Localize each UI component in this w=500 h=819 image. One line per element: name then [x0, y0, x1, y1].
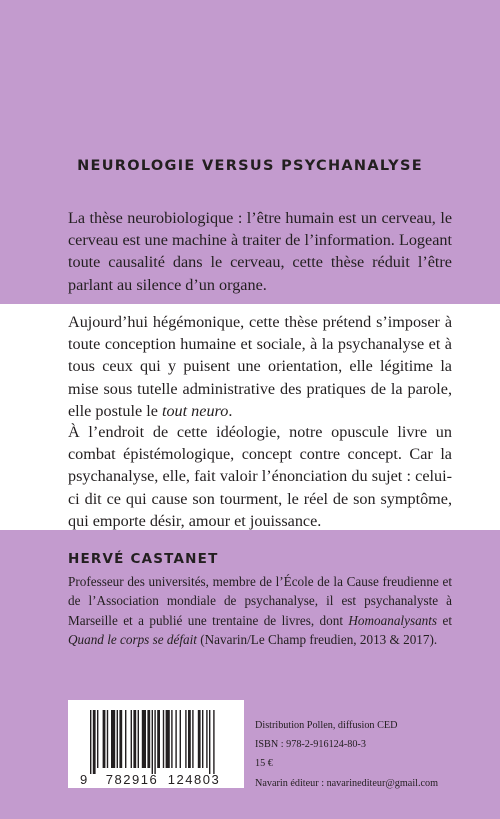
thesis-paragraph-text: Aujourd’hui hégémonique, cette thèse prétend s’imposer à toute conception humaine et sociale, à la psychanalyse et à tous ceux qui y puisent une orientation, elle légitime la mise sous tutelle administrative des pratiques de la parole, elle postule le: [68, 313, 452, 420]
barcode-bar: [93, 710, 96, 774]
barcode-bar: [157, 710, 160, 768]
barcode-bar: [185, 710, 186, 768]
barcode-bar: [111, 710, 115, 768]
barcode: [68, 700, 244, 788]
barcode-bar: [90, 710, 91, 774]
distribution-line: Distribution Pollen, diffusion CED: [255, 720, 398, 731]
barcode-bar: [166, 710, 170, 768]
author-name: HERVÉ CASTANET: [68, 551, 219, 567]
barcode-bar: [154, 710, 155, 774]
book-title: NEUROLOGIE VERSUS PSYCHANALYSE: [77, 158, 423, 174]
barcode-bar: [163, 710, 164, 768]
bio-end: (Navarin/Le Champ freudien, 2013 & 2017).: [196, 631, 438, 647]
barcode-group-1: 782916: [105, 772, 159, 787]
barcode-bar: [209, 710, 210, 774]
barcode-bar: [192, 710, 193, 768]
publisher-line: Navarin éditeur : navarinediteur@gmail.com: [255, 777, 439, 789]
barcode-bar: [147, 710, 150, 768]
bio-italic-title-2: Quand le corps se défait: [68, 631, 197, 647]
distribution-info: [255, 716, 438, 793]
author-bio: [68, 572, 452, 649]
barcode-first-digit: 9: [80, 772, 88, 787]
barcode-bar: [198, 710, 201, 768]
barcode-group-2: 124803: [167, 772, 221, 787]
thesis-paragraph: [68, 311, 452, 422]
thesis-paragraph-italic: tout neuro: [161, 401, 229, 420]
isbn-line: ISBN : 978-2-916124-80-3: [255, 739, 366, 751]
barcode-bar: [103, 710, 106, 768]
barcode-bar: [119, 710, 122, 768]
barcode-bar: [152, 710, 153, 774]
argument-paragraph: À l’endroit de cette idéologie, notre opuscule livre un combat épistémologique, concept contre concept. Car la psychanalyse, elle, fait valoir l’énonciation du sujet : celui-ci dit ce qui cause son tourment, le réel de son symptôme, qui emporte désir, amour et jouissance.: [68, 423, 452, 530]
barcode-bar: [202, 710, 203, 768]
thesis-paragraph-end: .: [228, 401, 233, 420]
barcode-bar: [133, 710, 136, 768]
barcode-bar: [171, 710, 172, 768]
barcode-bar: [131, 710, 132, 768]
barcode-bar: [142, 710, 146, 768]
bio-italic-title-1: Homoanalysants: [348, 612, 438, 628]
bio-text: Professeur des universités, membre de l’École de la Cause freudienne et de l’Association mondiale de psychanalyse, il est psychanalyste à Marseille et a publié une trentaine de livres, dont: [68, 574, 452, 628]
barcode-bar: [138, 710, 139, 768]
intro-paragraph: La thèse neurobiologique : l’être humain est un cerveau, le cerveau est une machine à traiter de l’information. Logeant toute causalité dans le cerveau, cette thèse réduit l’être parlant au silence d’un organe.: [68, 209, 452, 294]
barcode-bar: [97, 710, 98, 768]
barcode-bar: [175, 710, 176, 768]
barcode-bar: [117, 710, 118, 768]
barcode-bar: [188, 710, 191, 768]
barcode-graphic: [68, 700, 244, 788]
barcode-bar: [180, 710, 181, 768]
price-line: 15 €: [255, 758, 273, 770]
barcode-bar: [125, 710, 126, 768]
barcode-bar: [213, 710, 214, 774]
barcode-bar: [107, 710, 108, 768]
bio-connector: et: [437, 612, 452, 628]
barcode-bar: [206, 710, 207, 768]
